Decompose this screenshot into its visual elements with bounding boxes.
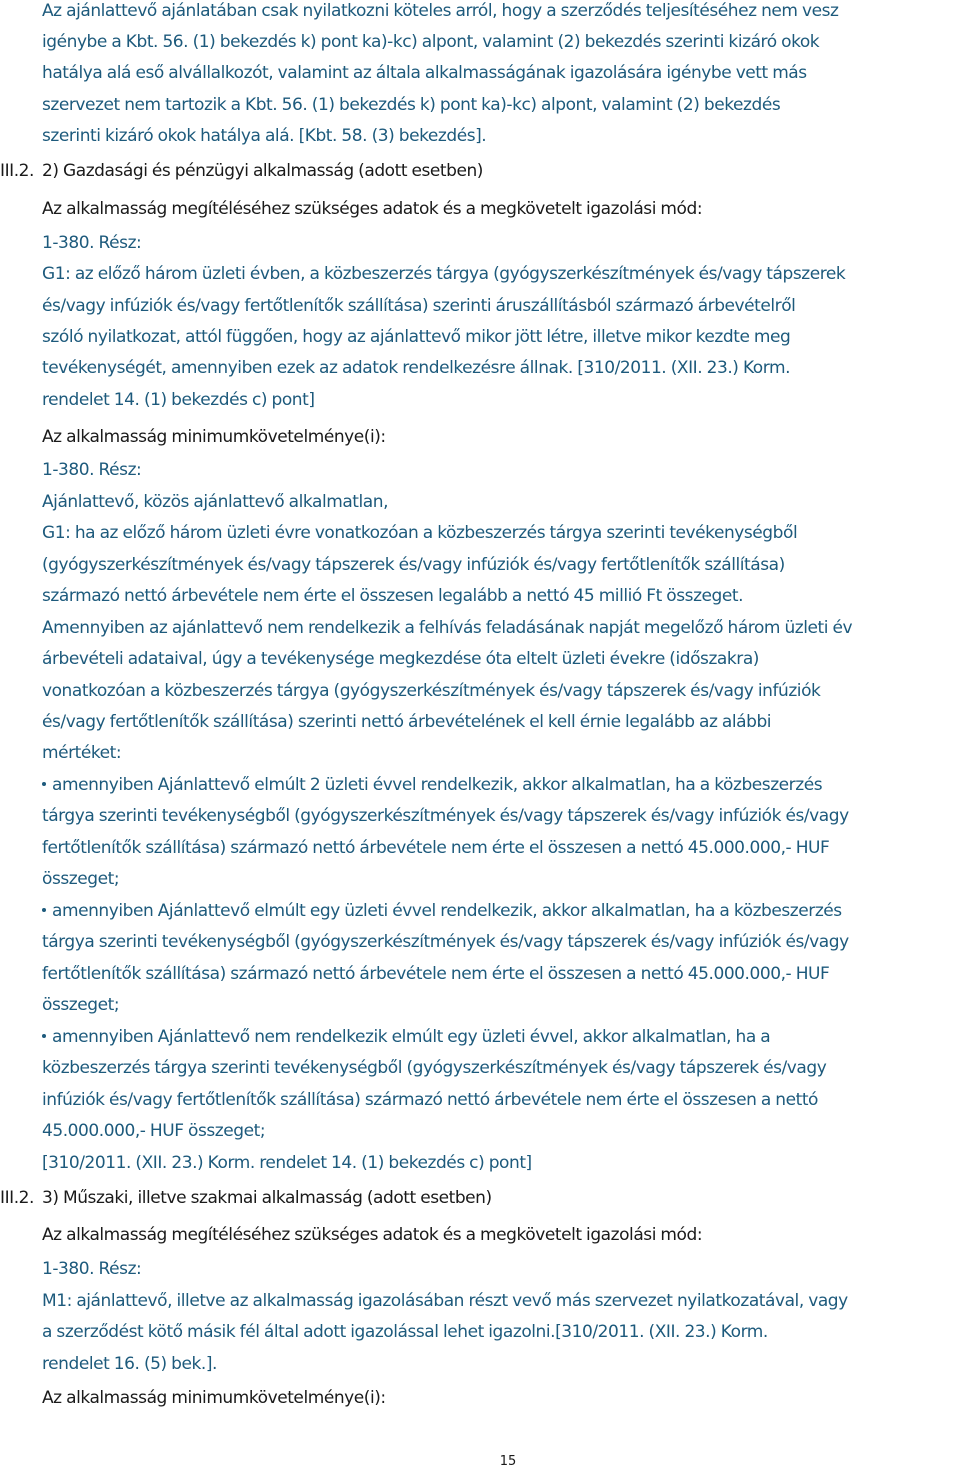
bullet-line: összeget; (42, 869, 120, 889)
g1-line: G1: az előző három üzleti évben, a közbeszerzés tárgya (gyógyszerkészítmények és/vagy tápszerek (42, 264, 846, 284)
min-line: árbevételi adataival, úgy a tevékenysége megkezdése óta eltelt üzleti évekre (időszakra) (42, 649, 759, 669)
section-title: 2) Gazdasági és pénzügyi alkalmasság (adott esetben) (42, 161, 483, 181)
intro-line: szervezet nem tartozik a Kbt. 56. (1) bekezdés k) pont ka)-kc) alpont, valamint (2) bekezdés (42, 95, 781, 115)
min-line: G1: ha az előző három üzleti évre vonatkozóan a közbeszerzés tárgya szerinti tevékenységből (42, 523, 798, 543)
min-line: (gyógyszerkészítmények és/vagy tápszerek és/vagy infúziók és/vagy fertőtlenítők szállítása) (42, 555, 785, 575)
min-line: vonatkozóan a közbeszerzés tárgya (gyógyszerkészítmények és/vagy tápszerek és/vagy infúziók (42, 681, 821, 701)
min-line: Ajánlattevő, közös ajánlattevő alkalmatlan, (42, 492, 389, 512)
closing-reference: [310/2011. (XII. 23.) Korm. rendelet 14. (1) bekezdés c) pont] (42, 1153, 532, 1173)
g1-line: rendelet 14. (1) bekezdés c) pont] (42, 390, 315, 410)
subheading-requirements: Az alkalmasság megítéléséhez szükséges adatok és a megkövetelt igazolási mód: (42, 199, 703, 219)
min-line: és/vagy fertőtlenítők szállítása) szerinti nettó árbevételének el kell érnie legalább az alábbi (42, 712, 772, 732)
intro-line: hatálya alá eső alvállalkozót, valamint az általa alkalmasságának igazolására igénybe vett más (42, 63, 807, 83)
intro-line: Az ajánlattevő ajánlatában csak nyilatkozni köteles arról, hogy a szerződés teljesítéséhez nem vesz (42, 1, 839, 21)
bullet-icon (42, 782, 46, 786)
bullet-item-1 (42, 774, 822, 796)
min-line: Amennyiben az ajánlattevő nem rendelkezik a felhívás feladásának napját megelőző három üzleti év (42, 618, 853, 638)
bullet-line: infúziók és/vagy fertőtlenítők szállítása) származó nettó árbevétele nem érte el összesen a nettó (42, 1090, 818, 1110)
bullet-text: amennyiben Ajánlattevő elmúlt egy üzleti évvel rendelkezik, akkor alkalmatlan, ha a közbeszerzés (52, 901, 842, 921)
bullet-line: 45.000.000,- HUF összeget; (42, 1121, 266, 1141)
section-number: III.2. (0, 1188, 34, 1208)
bullet-icon (42, 1034, 46, 1038)
bullet-line: fertőtlenítők szállítása) származó nettó árbevétele nem érte el összesen a nettó 45.000.000,- HUF (42, 964, 830, 984)
part-label: 1-380. Rész: (42, 460, 142, 480)
bullet-line: összeget; (42, 995, 120, 1015)
bullet-text: amennyiben Ajánlattevő nem rendelkezik elmúlt egy üzleti évvel, akkor alkalmatlan, ha a (52, 1027, 771, 1047)
subheading-requirements: Az alkalmasság megítéléséhez szükséges adatok és a megkövetelt igazolási mód: (42, 1225, 703, 1245)
section-heading-3 (0, 1187, 492, 1209)
min-line: származó nettó árbevétele nem érte el összesen legalább a nettó 45 millió Ft összeget. (42, 586, 744, 606)
section-number: III.2. (0, 161, 34, 181)
bullet-item-2 (42, 900, 842, 922)
min-line: mértéket: (42, 743, 122, 763)
m1-line: rendelet 16. (5) bek.]. (42, 1354, 217, 1374)
intro-line: szerinti kizáró okok hatálya alá. [Kbt. 58. (3) bekezdés]. (42, 126, 487, 146)
subheading-minimum: Az alkalmasság minimumkövetelménye(i): (42, 1388, 386, 1408)
bullet-line: fertőtlenítők szállítása) származó nettó árbevétele nem érte el összesen a nettó 45.000.000,- HUF (42, 838, 830, 858)
bullet-line: tárgya szerinti tevékenységből (gyógyszerkészítmények és/vagy tápszerek és/vagy infúziók és/vagy (42, 806, 849, 826)
bullet-text: amennyiben Ajánlattevő elmúlt 2 üzleti évvel rendelkezik, akkor alkalmatlan, ha a közbeszerzés (52, 775, 823, 795)
intro-line: igénybe a Kbt. 56. (1) bekezdés k) pont ka)-kc) alpont, valamint (2) bekezdés szerinti kizáró okok (42, 32, 820, 52)
part-label: 1-380. Rész: (42, 1259, 142, 1279)
bullet-line: közbeszerzés tárgya szerinti tevékenységből (gyógyszerkészítmények és/vagy tápszerek és/vagy (42, 1058, 827, 1078)
g1-line: szóló nyilatkozat, attól függően, hogy az ajánlattevő mikor jött létre, illetve mikor kezdte meg (42, 327, 791, 347)
page-number: 15 (499, 1454, 517, 1469)
m1-line: M1: ajánlattevő, illetve az alkalmasság igazolásában részt vevő más szervezet nyilatkozatával, vagy (42, 1291, 848, 1311)
section-heading-2 (0, 160, 483, 182)
subheading-minimum: Az alkalmasság minimumkövetelménye(i): (42, 427, 386, 447)
bullet-line: tárgya szerinti tevékenységből (gyógyszerkészítmények és/vagy tápszerek és/vagy infúziók és/vagy (42, 932, 849, 952)
m1-line: a szerződést kötő másik fél által adott igazolással lehet igazolni.[310/2011. (XII. 23.) Korm. (42, 1322, 768, 1342)
bullet-icon (42, 908, 46, 912)
section-title: 3) Műszaki, illetve szakmai alkalmasság (adott esetben) (42, 1188, 492, 1208)
g1-line: és/vagy infúziók és/vagy fertőtlenítők szállítása) szerinti áruszállításból származó árbevételről (42, 296, 796, 316)
g1-line: tevékenységét, amennyiben ezek az adatok rendelkezésre állnak. [310/2011. (XII. 23.) Korm. (42, 358, 791, 378)
part-label: 1-380. Rész: (42, 233, 142, 253)
bullet-item-3 (42, 1026, 770, 1048)
